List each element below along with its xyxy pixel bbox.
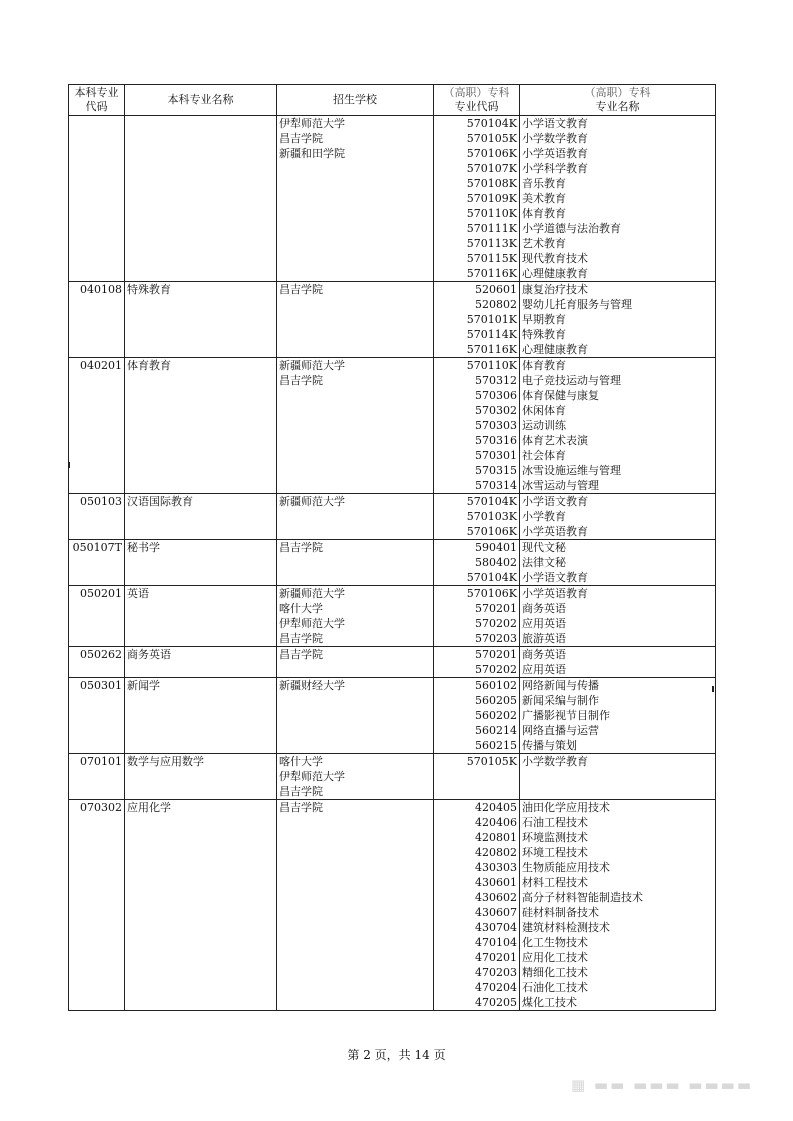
school-name: 伊犁师范大学 bbox=[279, 770, 345, 783]
vocational-code: 430303 bbox=[475, 861, 517, 874]
vocational-name-cell bbox=[520, 678, 716, 754]
undergrad-code-cell: 040108 bbox=[69, 282, 125, 358]
vocational-code: 570108K bbox=[466, 177, 517, 190]
vocational-name: 美术教育 bbox=[522, 192, 566, 205]
header-vocational-code: （高职）专科 专业代码 bbox=[434, 85, 520, 116]
table-header-row bbox=[69, 85, 716, 116]
vocational-name: 生物质能应用技术 bbox=[522, 861, 610, 874]
vocational-code: 570303 bbox=[475, 419, 517, 432]
vocational-code: 570314 bbox=[475, 479, 517, 492]
header-undergrad-name: 本科专业名称 bbox=[125, 85, 277, 116]
school-name: 昌吉学院 bbox=[279, 541, 323, 554]
header-school: 招生学校 bbox=[277, 85, 434, 116]
vocational-code: 570115K bbox=[466, 252, 517, 265]
vocational-code: 570111K bbox=[466, 222, 517, 235]
vocational-code-cell bbox=[434, 358, 520, 494]
vocational-name: 商务英语 bbox=[522, 648, 566, 661]
undergrad-name-cell: 商务英语 bbox=[125, 647, 277, 678]
vocational-code: 570101K bbox=[466, 313, 517, 326]
table-row bbox=[69, 678, 716, 754]
vocational-code: 470204 bbox=[475, 981, 517, 994]
school-cell bbox=[277, 754, 434, 800]
vocational-name-cell bbox=[520, 282, 716, 358]
vocational-code: 560102 bbox=[475, 679, 517, 692]
scan-edge-mark bbox=[68, 462, 70, 468]
vocational-name: 广播影视节目制作 bbox=[522, 709, 610, 722]
vocational-name: 网络直播与运营 bbox=[522, 724, 599, 737]
table-row bbox=[69, 647, 716, 678]
undergrad-code-cell: 070302 bbox=[69, 800, 125, 1011]
vocational-name: 运动训练 bbox=[522, 419, 566, 432]
vocational-name: 应用化工技术 bbox=[522, 951, 588, 964]
vocational-code: 570103K bbox=[466, 510, 517, 523]
header-undergrad-code: 本科专业 代码 bbox=[69, 85, 125, 116]
table-row bbox=[69, 282, 716, 358]
vocational-name: 音乐教育 bbox=[522, 177, 566, 190]
vocational-code: 570312 bbox=[475, 374, 517, 387]
vocational-name: 电子竞技运动与管理 bbox=[522, 374, 621, 387]
vocational-name: 建筑材料检测技术 bbox=[522, 921, 610, 934]
vocational-code: 570106K bbox=[466, 147, 517, 160]
table-row bbox=[69, 358, 716, 494]
vocational-code: 570110K bbox=[466, 207, 517, 220]
undergrad-name-cell: 特殊教育 bbox=[125, 282, 277, 358]
vocational-name: 体育教育 bbox=[522, 359, 566, 372]
vocational-name: 小学数学教育 bbox=[522, 755, 588, 768]
vocational-name: 婴幼儿托育服务与管理 bbox=[522, 298, 632, 311]
scan-edge-mark bbox=[712, 686, 714, 692]
vocational-name: 心理健康教育 bbox=[522, 267, 588, 280]
vocational-code: 570306 bbox=[475, 389, 517, 402]
vocational-code: 570201 bbox=[475, 602, 517, 615]
undergrad-code-cell: 050262 bbox=[69, 647, 125, 678]
vocational-code: 420406 bbox=[475, 816, 517, 829]
vocational-name: 冰雪设施运维与管理 bbox=[522, 464, 621, 477]
vocational-code: 580402 bbox=[475, 556, 517, 569]
vocational-code: 520802 bbox=[475, 298, 517, 311]
undergrad-name-cell: 数学与应用数学 bbox=[125, 754, 277, 800]
school-cell bbox=[277, 116, 434, 282]
school-cell bbox=[277, 586, 434, 647]
school-name: 新疆师范大学 bbox=[279, 587, 345, 600]
undergrad-code-cell: 050107T bbox=[69, 540, 125, 586]
vocational-code-cell bbox=[434, 540, 520, 586]
undergrad-code-cell: 040201 bbox=[69, 358, 125, 494]
vocational-name: 小学语文教育 bbox=[522, 571, 588, 584]
vocational-name: 网络新闻与传播 bbox=[522, 679, 599, 692]
vocational-name: 冰雪运动与管理 bbox=[522, 479, 599, 492]
school-name: 昌吉学院 bbox=[279, 801, 323, 814]
vocational-code: 570106K bbox=[466, 587, 517, 600]
table-body bbox=[69, 116, 716, 1011]
vocational-name: 化工生物技术 bbox=[522, 936, 588, 949]
vocational-name: 小学科学教育 bbox=[522, 162, 588, 175]
vocational-code: 570110K bbox=[466, 359, 517, 372]
vocational-name: 康复治疗技术 bbox=[522, 283, 588, 296]
vocational-code: 570116K bbox=[466, 267, 517, 280]
vocational-name: 体育艺术表演 bbox=[522, 434, 588, 447]
school-name: 伊犁师范大学 bbox=[279, 617, 345, 630]
vocational-name: 休闲体育 bbox=[522, 404, 566, 417]
vocational-name: 油田化学应用技术 bbox=[522, 801, 610, 814]
vocational-code: 570104K bbox=[466, 571, 517, 584]
vocational-name-cell bbox=[520, 358, 716, 494]
vocational-name: 小学道德与法治教育 bbox=[522, 222, 621, 235]
vocational-code-cell bbox=[434, 282, 520, 358]
vocational-code: 570316 bbox=[475, 434, 517, 447]
vocational-name: 小学语文教育 bbox=[522, 117, 588, 130]
vocational-code: 420802 bbox=[475, 846, 517, 859]
vocational-name: 应用英语 bbox=[522, 617, 566, 630]
vocational-name-cell bbox=[520, 586, 716, 647]
school-name: 昌吉学院 bbox=[279, 283, 323, 296]
vocational-code: 570315 bbox=[475, 464, 517, 477]
vocational-code: 570202 bbox=[475, 663, 517, 676]
vocational-code: 570105K bbox=[466, 132, 517, 145]
school-name: 新疆财经大学 bbox=[279, 679, 345, 692]
page-footer: 第 2 页，共 14 页 bbox=[347, 1048, 446, 1062]
vocational-code: 560214 bbox=[475, 724, 517, 737]
vocational-code: 570201 bbox=[475, 648, 517, 661]
undergrad-code-cell: 050301 bbox=[69, 678, 125, 754]
vocational-name: 石油工程技术 bbox=[522, 816, 588, 829]
vocational-code: 570113K bbox=[466, 237, 517, 250]
vocational-name: 高分子材料智能制造技术 bbox=[522, 891, 643, 904]
school-name: 喀什大学 bbox=[279, 602, 323, 615]
vocational-code: 590401 bbox=[475, 541, 517, 554]
vocational-name: 特殊教育 bbox=[522, 328, 566, 341]
vocational-code: 570301 bbox=[475, 449, 517, 462]
vocational-name: 小学语文教育 bbox=[522, 495, 588, 508]
vocational-code: 430607 bbox=[475, 906, 517, 919]
vocational-name: 体育教育 bbox=[522, 207, 566, 220]
school-name: 新疆和田学院 bbox=[279, 147, 345, 160]
vocational-code-cell bbox=[434, 678, 520, 754]
undergrad-name-cell: 英语 bbox=[125, 586, 277, 647]
table-row bbox=[69, 540, 716, 586]
school-cell bbox=[277, 494, 434, 540]
vocational-name: 小学英语教育 bbox=[522, 147, 588, 160]
vocational-name: 早期教育 bbox=[522, 313, 566, 326]
vocational-name-cell bbox=[520, 540, 716, 586]
table-row bbox=[69, 586, 716, 647]
vocational-name: 硅材料制备技术 bbox=[522, 906, 599, 919]
vocational-code-cell bbox=[434, 494, 520, 540]
vocational-code: 420405 bbox=[475, 801, 517, 814]
undergrad-code-cell: 050201 bbox=[69, 586, 125, 647]
vocational-code: 470205 bbox=[475, 996, 517, 1009]
vocational-code: 420801 bbox=[475, 831, 517, 844]
vocational-name: 小学教育 bbox=[522, 510, 566, 523]
majors-table bbox=[68, 84, 716, 1011]
school-cell bbox=[277, 800, 434, 1011]
vocational-code-cell bbox=[434, 800, 520, 1011]
vocational-code: 570106K bbox=[466, 525, 517, 538]
vocational-name: 旅游英语 bbox=[522, 632, 566, 645]
vocational-code-cell bbox=[434, 586, 520, 647]
school-cell bbox=[277, 540, 434, 586]
vocational-name: 小学英语教育 bbox=[522, 525, 588, 538]
vocational-name: 社会体育 bbox=[522, 449, 566, 462]
header-vocational-name: （高职）专科 专业名称 bbox=[520, 85, 716, 116]
vocational-code: 570104K bbox=[466, 495, 517, 508]
vocational-code: 570109K bbox=[466, 192, 517, 205]
school-name: 昌吉学院 bbox=[279, 632, 323, 645]
vocational-code: 570302 bbox=[475, 404, 517, 417]
table-row bbox=[69, 116, 716, 282]
table-row bbox=[69, 800, 716, 1011]
vocational-code: 570202 bbox=[475, 617, 517, 630]
undergrad-name-cell: 汉语国际教育 bbox=[125, 494, 277, 540]
school-cell bbox=[277, 647, 434, 678]
table-row bbox=[69, 494, 716, 540]
school-name: 喀什大学 bbox=[279, 755, 323, 768]
vocational-code: 470203 bbox=[475, 966, 517, 979]
school-cell bbox=[277, 358, 434, 494]
vocational-name: 体育保健与康复 bbox=[522, 389, 599, 402]
school-name: 昌吉学院 bbox=[279, 648, 323, 661]
vocational-name: 法律文秘 bbox=[522, 556, 566, 569]
vocational-code: 570203 bbox=[475, 632, 517, 645]
vocational-code-cell bbox=[434, 754, 520, 800]
vocational-name: 应用英语 bbox=[522, 663, 566, 676]
vocational-code: 470201 bbox=[475, 951, 517, 964]
vocational-code: 570114K bbox=[466, 328, 517, 341]
vocational-code: 430704 bbox=[475, 921, 517, 934]
vocational-name: 艺术教育 bbox=[522, 237, 566, 250]
school-name: 昌吉学院 bbox=[279, 132, 323, 145]
vocational-name-cell bbox=[520, 494, 716, 540]
vocational-code: 520601 bbox=[475, 283, 517, 296]
vocational-name-cell bbox=[520, 754, 716, 800]
vocational-code: 430601 bbox=[475, 876, 517, 889]
vocational-code: 470104 bbox=[475, 936, 517, 949]
vocational-name: 新闻采编与制作 bbox=[522, 694, 599, 707]
vocational-name: 环境监测技术 bbox=[522, 831, 588, 844]
vocational-code: 430602 bbox=[475, 891, 517, 904]
vocational-name: 小学英语教育 bbox=[522, 587, 588, 600]
vocational-name: 材料工程技术 bbox=[522, 876, 588, 889]
school-name: 昌吉学院 bbox=[279, 785, 323, 798]
majors-table-container bbox=[68, 84, 715, 1011]
vocational-name: 现代文秘 bbox=[522, 541, 566, 554]
undergrad-name-cell: 应用化学 bbox=[125, 800, 277, 1011]
undergrad-name-cell bbox=[125, 116, 277, 282]
vocational-name: 心理健康教育 bbox=[522, 343, 588, 356]
vocational-name: 小学数学教育 bbox=[522, 132, 588, 145]
vocational-name-cell bbox=[520, 647, 716, 678]
vocational-name: 商务英语 bbox=[522, 602, 566, 615]
vocational-name: 精细化工技术 bbox=[522, 966, 588, 979]
school-name: 昌吉学院 bbox=[279, 374, 323, 387]
vocational-name-cell bbox=[520, 116, 716, 282]
vocational-code: 570105K bbox=[466, 755, 517, 768]
undergrad-code-cell: 050103 bbox=[69, 494, 125, 540]
school-cell bbox=[277, 678, 434, 754]
vocational-code: 560202 bbox=[475, 709, 517, 722]
vocational-code: 570107K bbox=[466, 162, 517, 175]
vocational-name-cell bbox=[520, 800, 716, 1011]
vocational-code-cell bbox=[434, 116, 520, 282]
vocational-code: 570104K bbox=[466, 117, 517, 130]
vocational-name: 传播与策划 bbox=[522, 739, 577, 752]
vocational-code: 560215 bbox=[475, 739, 517, 752]
vocational-code: 560205 bbox=[475, 694, 517, 707]
vocational-code-cell bbox=[434, 647, 520, 678]
school-cell bbox=[277, 282, 434, 358]
school-name: 伊犁师范大学 bbox=[279, 117, 345, 130]
watermark-logo: ▦ ▬▬ ▬▬▬ ▬▬▬▬ bbox=[570, 1076, 753, 1094]
table-row bbox=[69, 754, 716, 800]
vocational-name: 现代教育技术 bbox=[522, 252, 588, 265]
vocational-code: 570116K bbox=[466, 343, 517, 356]
vocational-name: 环境工程技术 bbox=[522, 846, 588, 859]
school-name: 新疆师范大学 bbox=[279, 359, 345, 372]
undergrad-name-cell: 新闻学 bbox=[125, 678, 277, 754]
undergrad-name-cell: 秘书学 bbox=[125, 540, 277, 586]
undergrad-code-cell: 070101 bbox=[69, 754, 125, 800]
school-name: 新疆师范大学 bbox=[279, 495, 345, 508]
undergrad-name-cell: 体育教育 bbox=[125, 358, 277, 494]
vocational-name: 煤化工技术 bbox=[522, 996, 577, 1009]
vocational-name: 石油化工技术 bbox=[522, 981, 588, 994]
undergrad-code-cell bbox=[69, 116, 125, 282]
